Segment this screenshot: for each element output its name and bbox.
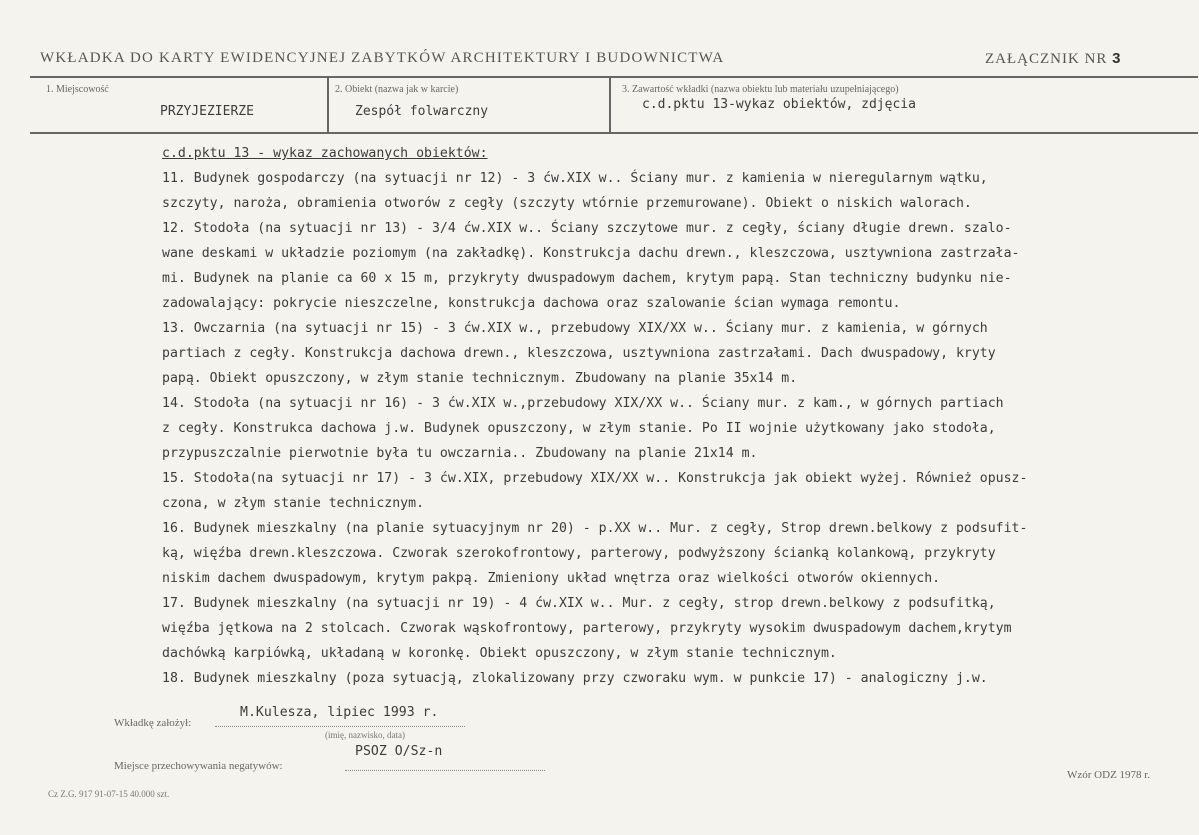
- table-bottom-rule: [30, 132, 1198, 134]
- column-divider-2: [609, 78, 611, 132]
- object-label: 2. Obiekt (nazwa jak w karcie): [335, 84, 459, 95]
- attachment-number: 3: [1112, 50, 1122, 67]
- text-line: szczyty, naroża, obramienia otworów z cegły (szczyty wtórnie przemurowane). Obiekt o niskich walorach.: [162, 196, 972, 211]
- text-line: 18. Budynek mieszkalny (poza sytuacją, zlokalizowany przy czworaku wym. w punkcie 17) - analogiczny j.w.: [162, 671, 988, 686]
- text-line: z cegły. Konstrukca dachowa j.w. Budynek opuszczony, w złym stanie. Po II wojnie użytkowany jako stodoła,: [162, 421, 996, 436]
- text-line: 12. Stodoła (na sytuacji nr 13) - 3/4 ćw.XIX w.. Ściany szczytowe mur. z cegły, ściany długie drewn. szalo-: [162, 221, 1012, 236]
- text-line: 17. Budynek mieszkalny (na sytuacji nr 19) - 4 ćw.XIX w.. Mur. z cegły, strop drewn.belkowy z podsufitką,: [162, 596, 996, 611]
- content-label: 3. Zawartość wkładki (nazwa obiektu lub materiału uzupełniającego): [622, 84, 899, 95]
- text-line: 16. Budynek mieszkalny (na planie sytuacyjnym nr 20) - p.XX w.. Mur. z cegły, Strop drewn.belkowy z podsufit-: [162, 521, 1028, 536]
- negatives-label: Miejsce przechowywania negatywów:: [114, 760, 283, 772]
- storage-code: PSOZ O/Sz-n: [355, 744, 443, 759]
- form-model: Wzór ODZ 1978 r.: [1067, 769, 1151, 781]
- text-line: zadowalający: pokrycie nieszczelne, konstrukcja dachowa oraz szalowanie ścian wymaga remontu.: [162, 296, 901, 311]
- founded-hint: (imię, nazwisko, data): [325, 730, 405, 740]
- text-line: niskim dachem dwuspadowym, krytym pakpą. Zmieniony układ wnętrza oraz wielkości otworów okiennych.: [162, 571, 941, 586]
- object-value: Zespół folwarczny: [355, 104, 489, 119]
- list-heading: c.d.pktu 13 - wykaz zachowanych obiektów:: [162, 146, 488, 161]
- negatives-dotted-line: [345, 770, 545, 771]
- text-line: dachówką karpiówką, układaną w koronkę. Obiekt opuszczony, w złym stanie technicznym.: [162, 646, 837, 661]
- text-line: 13. Owczarnia (na sytuacji nr 15) - 3 ćw.XIX w., przebudowy XIX/XX w.. Ściany mur. z kamienia, w górnych: [162, 321, 988, 336]
- text-line: partiach z cegły. Konstrukcja dachowa drewn., kleszczowa, usztywniona zastrzałami. Dach dwuspadowy, kryty: [162, 346, 996, 361]
- location-value: PRZYJEZIERZE: [160, 104, 254, 119]
- founded-label: Wkładkę założył:: [114, 717, 192, 729]
- attachment-label-text: ZAŁĄCZNIK NR: [985, 51, 1108, 67]
- text-line: czona, w złym stanie technicznym.: [162, 496, 425, 511]
- text-line: wane deskami w układzie poziomym (na zakładkę). Konstrukcja dachu drewn., kleszczowa, usztywniona zastrzała-: [162, 246, 1020, 261]
- column-divider-1: [327, 78, 329, 132]
- text-line: więźba jętkowa na 2 stolcach. Czworak wąskofrontowy, parterowy, przykryty wysokim dwuspadowym dachem,krytym: [162, 621, 1012, 636]
- text-line: papą. Obiekt opuszczony, w złym stanie technicznym. Zbudowany na planie 35x14 m.: [162, 371, 798, 386]
- print-info: Cz Z.G. 917 91-07-15 40.000 szt.: [48, 789, 170, 799]
- text-line: przypuszczalnie pierwotnie była tu owczarnia.. Zbudowany na planie 21x14 m.: [162, 446, 758, 461]
- text-line: ką, więźba drewn.kleszczowa. Czworak szerokofrontowy, parterowy, podwyższony ścianką kolankową, przykryty: [162, 546, 996, 561]
- location-label: 1. Miejscowość: [46, 84, 109, 95]
- content-value: c.d.pktu 13-wykaz obiektów, zdjęcia: [642, 97, 916, 112]
- text-line: 14. Stodoła (na sytuacji nr 16) - 3 ćw.XIX w.,przebudowy XIX/XX w.. Ściany mur. z kam., w górnych partiach: [162, 396, 1004, 411]
- founded-dotted-line: [215, 726, 465, 727]
- form-title: WKŁADKA DO KARTY EWIDENCYJNEJ ZABYTKÓW ARCHITEKTURY I BUDOWNICTWA: [40, 50, 725, 66]
- table-top-rule: [30, 76, 1198, 78]
- text-line: mi. Budynek na planie ca 60 x 15 m, przykryty dwuspadowym dachem, krytym papą. Stan techniczny budynku nie-: [162, 271, 1012, 286]
- founded-value: M.Kulesza, lipiec 1993 r.: [240, 705, 439, 720]
- attachment-label: [985, 50, 1122, 68]
- text-line: 11. Budynek gospodarczy (na sytuacji nr 12) - 3 ćw.XIX w.. Ściany mur. z kamienia w nieregularnym wątku,: [162, 171, 988, 186]
- text-line: 15. Stodoła(na sytuacji nr 17) - 3 ćw.XIX, przebudowy XIX/XX w.. Konstrukcja jak obiekt wyżej. Również opusz-: [162, 471, 1028, 486]
